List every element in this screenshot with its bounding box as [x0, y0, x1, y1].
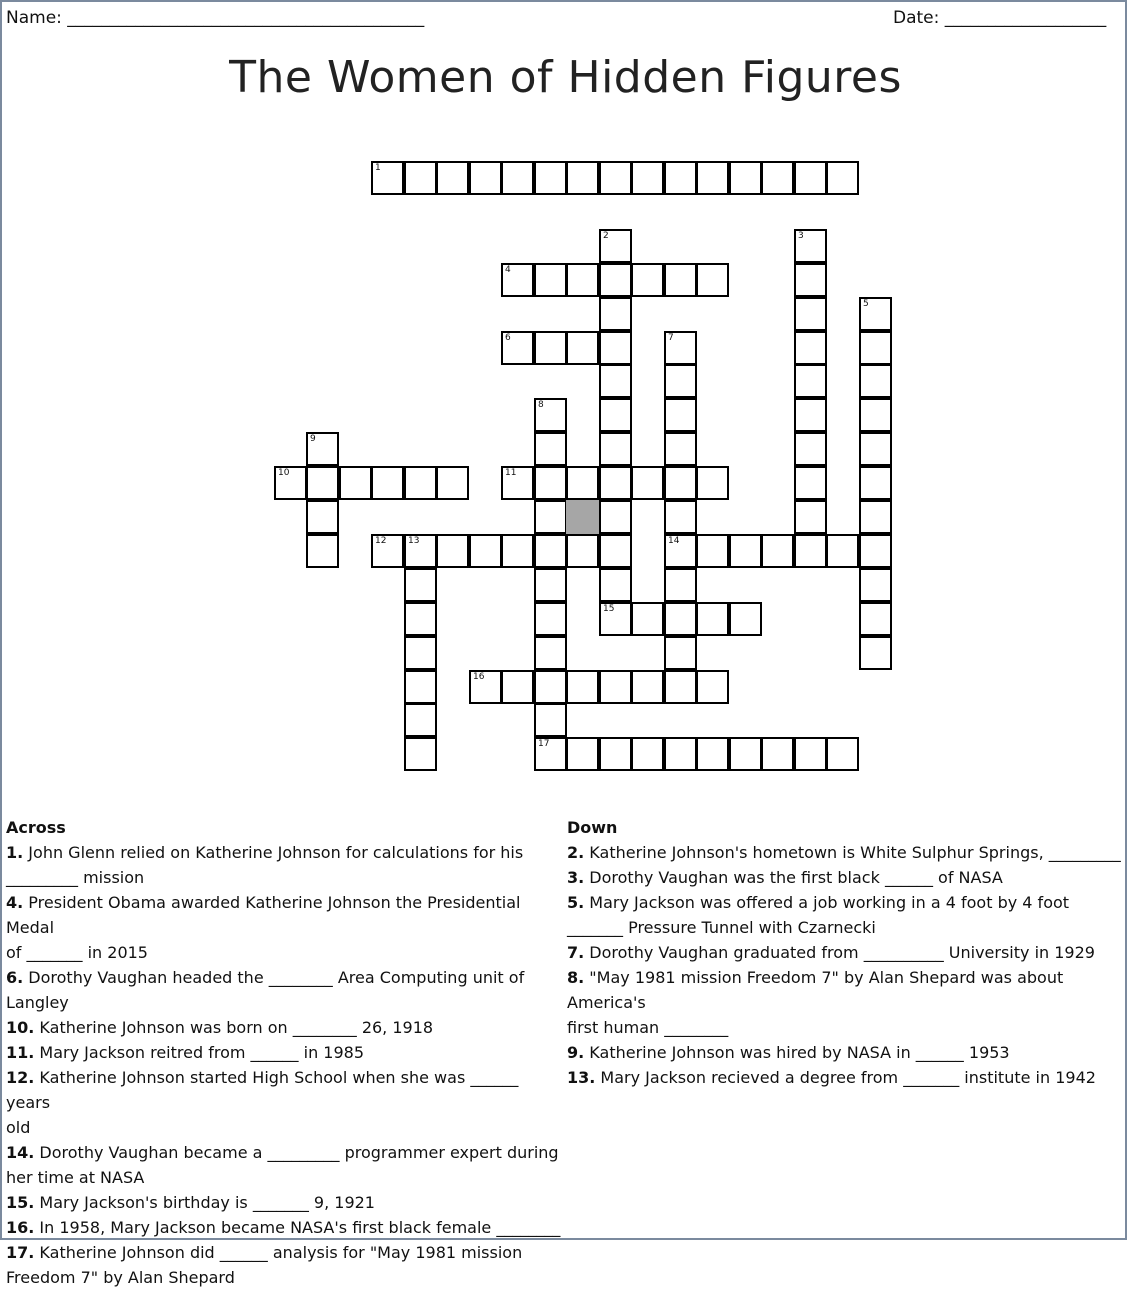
clue-text: Katherine Johnson was born on ________ 26, 1918 [34, 1018, 434, 1037]
down-heading: Down [567, 818, 618, 837]
grid-cell[interactable] [436, 534, 469, 568]
grid-cell[interactable] [696, 263, 729, 297]
grid-cell[interactable] [599, 364, 632, 398]
grid-cell[interactable] [534, 534, 567, 568]
grid-cell[interactable] [631, 602, 664, 636]
clue-number: 4 [505, 265, 511, 275]
clue-text: Freedom 7" by Alan Shepard [6, 1268, 235, 1287]
grid-cell[interactable] [696, 161, 729, 195]
clue-line [567, 940, 1123, 965]
grid-cell[interactable] [761, 161, 794, 195]
grid-cell[interactable] [566, 737, 599, 771]
grid-cell[interactable] [761, 737, 794, 771]
clue-text: "May 1981 mission Freedom 7" by Alan Shepard was about America's [567, 968, 1064, 1012]
clue-line [6, 890, 564, 940]
grid-cell[interactable] [794, 331, 827, 365]
grid-cell[interactable] [306, 466, 339, 500]
clue-num: 5. [567, 893, 585, 912]
clue-text: Mary Jackson's birthday is _______ 9, 1921 [34, 1193, 375, 1212]
clue-num: 1. [6, 843, 24, 862]
grid-cell[interactable] [534, 500, 567, 534]
clue-line [567, 965, 1123, 1015]
grid-cell[interactable] [534, 636, 567, 670]
grid-cell[interactable] [859, 568, 892, 602]
grid-cell[interactable] [534, 602, 567, 636]
grid-cell[interactable] [306, 500, 339, 534]
grid-cell[interactable] [631, 670, 664, 704]
grid-cell[interactable] [664, 263, 697, 297]
clue-line [567, 890, 1123, 915]
grid-cell[interactable] [534, 737, 567, 771]
clue-text: Katherine Johnson's hometown is White Sulphur Springs, _________ [584, 843, 1121, 862]
clue-line [6, 940, 564, 965]
clue-text: Mary Jackson recieved a degree from _______ institute in 1942 [595, 1068, 1096, 1087]
grid-cell[interactable] [501, 534, 534, 568]
grid-cell[interactable] [599, 737, 632, 771]
clue-number: 14 [668, 536, 680, 546]
page-title: The Women of Hidden Figures [229, 52, 902, 103]
grid-cell[interactable] [794, 500, 827, 534]
grid-cell[interactable] [859, 297, 892, 331]
grid-cell[interactable] [599, 670, 632, 704]
grid-cell[interactable] [664, 161, 697, 195]
grid-cell[interactable] [729, 161, 762, 195]
clue-line [6, 865, 564, 890]
grid-cell[interactable] [794, 466, 827, 500]
clue-number: 10 [278, 468, 290, 478]
clue-num: 14. [6, 1143, 35, 1162]
clue-line [567, 865, 1123, 890]
name-field[interactable]: Name: __________________________________________ [6, 8, 425, 28]
clue-text: In 1958, Mary Jackson became NASA's first black female ________ [34, 1218, 561, 1237]
grid-cell[interactable] [534, 398, 567, 432]
grid-cell[interactable] [664, 670, 697, 704]
grid-cell[interactable] [469, 534, 502, 568]
grid-cell[interactable] [371, 534, 404, 568]
grid-cell[interactable] [339, 466, 372, 500]
grid-cell[interactable] [599, 568, 632, 602]
grid-cell[interactable] [859, 636, 892, 670]
grid-cell[interactable] [534, 568, 567, 602]
grid-cell[interactable] [599, 297, 632, 331]
grid-cell[interactable] [664, 602, 697, 636]
clue-number: 1 [375, 163, 381, 173]
clue-number: 7 [668, 333, 674, 343]
clue-text: Katherine Johnson did ______ analysis for "May 1981 mission [34, 1243, 523, 1262]
grid-cell[interactable] [566, 466, 599, 500]
grid-cell[interactable] [599, 534, 632, 568]
grid-cell[interactable] [826, 161, 859, 195]
grid-cell[interactable] [501, 263, 534, 297]
grid-cell[interactable] [534, 670, 567, 704]
grid-cell[interactable] [599, 466, 632, 500]
grid-cell[interactable] [794, 263, 827, 297]
down-clues [567, 815, 1123, 1090]
grid-cell[interactable] [436, 466, 469, 500]
grid-cell[interactable] [404, 636, 437, 670]
clue-text: of _______ in 2015 [6, 943, 148, 962]
grid-cell[interactable] [371, 466, 404, 500]
grid-cell[interactable] [794, 229, 827, 263]
clue-text: _______ Pressure Tunnel with Czarnecki [567, 918, 876, 937]
clue-line [6, 1015, 564, 1040]
clue-line [6, 990, 564, 1015]
clue-number: 6 [505, 333, 511, 343]
clue-number: 2 [603, 231, 609, 241]
clue-text: _________ mission [6, 868, 145, 887]
grid-cell[interactable] [404, 703, 437, 737]
grid-cell[interactable] [794, 737, 827, 771]
grid-cell[interactable] [664, 466, 697, 500]
clue-num: 12. [6, 1068, 35, 1087]
grid-cell[interactable] [306, 432, 339, 466]
clue-text: old [6, 1118, 31, 1137]
clue-line [567, 1040, 1123, 1065]
grid-cell[interactable] [371, 161, 404, 195]
grid-cell[interactable] [729, 602, 762, 636]
grid-cell[interactable] [696, 670, 729, 704]
grid-cell[interactable] [761, 534, 794, 568]
grid-cell[interactable] [664, 331, 697, 365]
clue-num: 11. [6, 1043, 35, 1062]
grid-cell[interactable] [664, 636, 697, 670]
grid-cell[interactable] [469, 670, 502, 704]
grid-cell[interactable] [859, 466, 892, 500]
grid-cell[interactable] [794, 534, 827, 568]
grid-cell[interactable] [696, 534, 729, 568]
clue-text: Katherine Johnson started High School when she was ______ years [6, 1068, 519, 1112]
clue-num: 9. [567, 1043, 585, 1062]
grid-cell[interactable] [664, 534, 697, 568]
grid-cell[interactable] [859, 364, 892, 398]
clue-line [6, 1190, 564, 1215]
grid-cell[interactable] [566, 670, 599, 704]
clue-number: 8 [538, 400, 544, 410]
grid-cell[interactable] [794, 364, 827, 398]
grid-cell[interactable] [696, 737, 729, 771]
grid-cell[interactable] [566, 263, 599, 297]
clue-num: 7. [567, 943, 585, 962]
clue-number: 9 [310, 434, 316, 444]
grid-cell[interactable] [729, 534, 762, 568]
shaded-cell [566, 500, 599, 534]
grid-cell[interactable] [696, 466, 729, 500]
clue-line [6, 965, 564, 990]
clue-num: 16. [6, 1218, 35, 1237]
clue-number: 16 [473, 672, 485, 682]
grid-cell[interactable] [404, 466, 437, 500]
clue-number: 15 [603, 604, 615, 614]
grid-cell[interactable] [794, 297, 827, 331]
clue-num: 8. [567, 968, 585, 987]
clue-text: Langley [6, 993, 69, 1012]
grid-cell[interactable] [534, 703, 567, 737]
grid-cell[interactable] [404, 161, 437, 195]
grid-cell[interactable] [404, 670, 437, 704]
clue-number: 12 [375, 536, 387, 546]
grid-cell[interactable] [599, 500, 632, 534]
grid-cell[interactable] [501, 331, 534, 365]
clue-line [6, 1215, 564, 1240]
clue-line [6, 1165, 564, 1190]
grid-cell[interactable] [404, 534, 437, 568]
across-heading: Across [6, 818, 66, 837]
grid-cell[interactable] [599, 398, 632, 432]
grid-cell[interactable] [534, 331, 567, 365]
grid-cell[interactable] [859, 432, 892, 466]
grid-cell[interactable] [826, 737, 859, 771]
grid-cell[interactable] [794, 398, 827, 432]
clue-num: 2. [567, 843, 585, 862]
clue-num: 3. [567, 868, 585, 887]
clue-number: 13 [408, 536, 420, 546]
grid-cell[interactable] [599, 331, 632, 365]
clue-text: Mary Jackson reitred from ______ in 1985 [34, 1043, 365, 1062]
grid-cell[interactable] [859, 398, 892, 432]
grid-cell[interactable] [534, 466, 567, 500]
grid-cell[interactable] [566, 161, 599, 195]
clue-num: 13. [567, 1068, 596, 1087]
grid-cell[interactable] [859, 534, 892, 568]
clue-line [567, 1015, 1123, 1040]
grid-cell[interactable] [436, 161, 469, 195]
clue-line [6, 1115, 564, 1140]
clue-text: John Glenn relied on Katherine Johnson for calculations for his [23, 843, 524, 862]
grid-cell[interactable] [664, 398, 697, 432]
clue-line [567, 840, 1123, 865]
clue-text: Dorothy Vaughan headed the ________ Area Computing unit of [23, 968, 525, 987]
grid-cell[interactable] [501, 466, 534, 500]
grid-cell[interactable] [664, 432, 697, 466]
grid-cell[interactable] [664, 568, 697, 602]
grid-cell[interactable] [599, 602, 632, 636]
grid-cell[interactable] [794, 432, 827, 466]
grid-cell[interactable] [631, 737, 664, 771]
date-field[interactable]: Date: ___________________ [893, 8, 1107, 28]
grid-cell[interactable] [501, 161, 534, 195]
grid-cell[interactable] [826, 534, 859, 568]
grid-cell[interactable] [599, 229, 632, 263]
grid-cell[interactable] [664, 500, 697, 534]
clue-num: 17. [6, 1243, 35, 1262]
grid-cell[interactable] [631, 263, 664, 297]
across-clues [6, 815, 564, 1290]
clue-text: Dorothy Vaughan became a _________ programmer expert during [34, 1143, 559, 1162]
grid-cell[interactable] [306, 534, 339, 568]
clue-text: first human ________ [567, 1018, 729, 1037]
clue-line [6, 840, 564, 865]
clue-number: 3 [798, 231, 804, 241]
grid-cell[interactable] [566, 331, 599, 365]
grid-cell[interactable] [664, 364, 697, 398]
grid-cell[interactable] [859, 331, 892, 365]
clue-line [6, 1065, 564, 1115]
clue-text: Katherine Johnson was hired by NASA in ______ 1953 [584, 1043, 1010, 1062]
grid-cell[interactable] [631, 161, 664, 195]
clue-num: 4. [6, 893, 24, 912]
grid-cell[interactable] [859, 602, 892, 636]
clue-line [567, 915, 1123, 940]
clue-text: Dorothy Vaughan was the first black ______ of NASA [584, 868, 1003, 887]
clue-number: 17 [538, 739, 550, 749]
grid-cell[interactable] [696, 602, 729, 636]
clue-line [567, 1065, 1123, 1090]
grid-cell[interactable] [404, 568, 437, 602]
grid-cell[interactable] [631, 466, 664, 500]
clue-line [6, 1265, 564, 1290]
grid-cell[interactable] [404, 737, 437, 771]
grid-cell[interactable] [404, 602, 437, 636]
grid-cell[interactable] [566, 534, 599, 568]
grid-cell[interactable] [794, 161, 827, 195]
grid-cell[interactable] [534, 263, 567, 297]
grid-cell[interactable] [664, 737, 697, 771]
clue-text: her time at NASA [6, 1168, 145, 1187]
grid-cell[interactable] [599, 432, 632, 466]
grid-cell[interactable] [859, 500, 892, 534]
clue-num: 15. [6, 1193, 35, 1212]
grid-cell[interactable] [469, 161, 502, 195]
clue-text: President Obama awarded Katherine Johnson the Presidential Medal [6, 893, 521, 937]
grid-cell[interactable] [534, 432, 567, 466]
grid-cell[interactable] [599, 161, 632, 195]
clue-line [6, 1040, 564, 1065]
clue-num: 6. [6, 968, 24, 987]
clue-line [6, 1140, 564, 1165]
grid-cell[interactable] [729, 737, 762, 771]
clue-text: Mary Jackson was offered a job working in a 4 foot by 4 foot [584, 893, 1070, 912]
clue-number: 5 [863, 299, 869, 309]
grid-cell[interactable] [599, 263, 632, 297]
grid-cell[interactable] [274, 466, 307, 500]
grid-cell[interactable] [534, 161, 567, 195]
clue-num: 10. [6, 1018, 35, 1037]
clue-number: 11 [505, 468, 517, 478]
grid-cell[interactable] [501, 670, 534, 704]
clue-text: Dorothy Vaughan graduated from __________ University in 1929 [584, 943, 1095, 962]
